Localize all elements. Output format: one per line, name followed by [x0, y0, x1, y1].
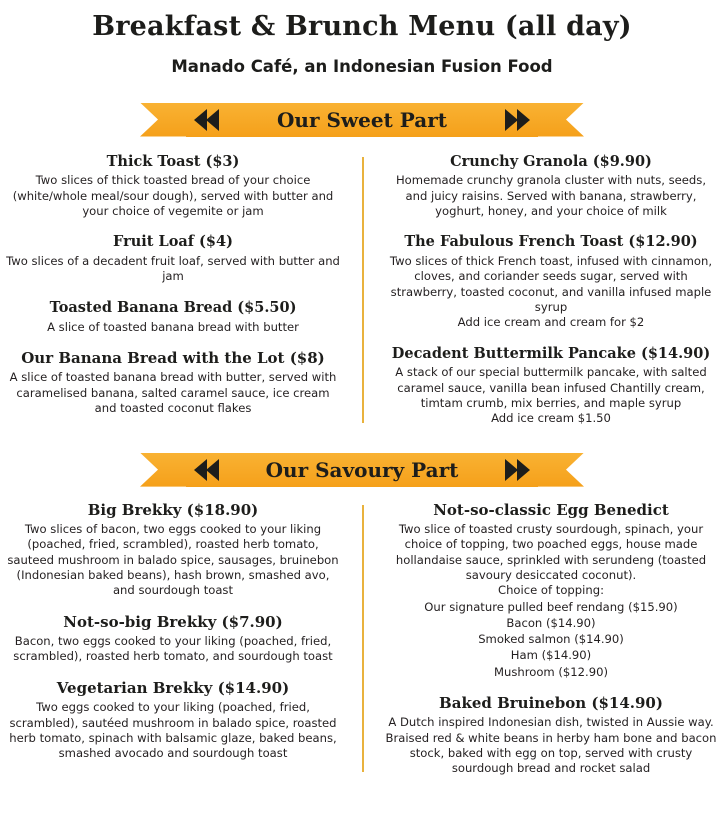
savoury-column-right — [362, 501, 724, 777]
savoury-column-left — [0, 501, 362, 777]
ribbon-tail-right-icon — [538, 453, 584, 487]
page-subtitle: Manado Café, an Indonesian Fusion Food — [171, 56, 553, 76]
sweet-columns — [0, 153, 724, 427]
menu-item-name: Toasted Banana Bread ($5.50) — [49, 298, 297, 316]
menu-item-name: Thick Toast ($3) — [106, 152, 240, 170]
menu-item-description: A Dutch inspired Indonesian dish, twisted in Aussie way. Braised red & white beans in herby ham bone and bacon stock, baked with egg on top, served with crusty sourdough bread and rocket salad — [385, 715, 717, 776]
menu-item — [6, 349, 340, 416]
menu-item-name: Baked Bruinebon ($14.90) — [439, 693, 663, 712]
option-row: Our signature pulled beef rendang ($15.90) — [424, 599, 678, 614]
menu-item-description: Homemade crunchy granola cluster with nuts, seeds, and juicy raisins. Served with banana, strawberry, yoghurt, honey, and your choice of milk — [395, 173, 707, 218]
menu-item — [384, 153, 718, 220]
menu-item-description: A slice of toasted banana bread with butter, served with caramelised banana, salted caramel sauce, ice cream and toasted coconut flakes — [9, 370, 337, 415]
ribbon-tail-right-icon — [538, 103, 584, 137]
menu-item — [384, 233, 718, 330]
menu-item-name: Vegetarian Brekky ($14.90) — [56, 678, 290, 697]
menu-item-description: A stack of our special buttermilk pancake, with salted caramel sauce, vanilla bean infused Chantilly cream, timtam crumb, mix berries, and maple syrup — [395, 365, 707, 411]
ribbon-tail-left-icon — [140, 453, 186, 487]
chevron-right-icon — [206, 109, 219, 131]
option-row: Smoked salmon ($14.90) — [478, 632, 624, 647]
menu-item-name: Our Banana Bread with the Lot ($8) — [21, 348, 325, 367]
menu-item-description: Two eggs cooked to your liking (poached, fried, scrambled), sautéed mushroom in balado spice, roasted herb tomato, spinach with balsamic glaze, baked beans, smashed avocado and sourdough toast — [9, 700, 337, 761]
menu-item — [6, 299, 340, 335]
ribbon-tail-left-icon — [140, 103, 186, 137]
menu-item-description: A slice of toasted banana bread with butter — [47, 319, 299, 334]
section-title-savoury: Our Savoury Part — [265, 457, 459, 482]
menu-item-options — [384, 599, 718, 680]
menu-item-name: Decadent Buttermilk Pancake ($14.90) — [391, 344, 711, 362]
option-row: Mushroom ($12.90) — [493, 664, 609, 679]
menu-item — [6, 679, 340, 762]
menu-item — [384, 694, 718, 777]
menu-item — [6, 153, 340, 220]
option-row: Ham ($14.90) — [510, 648, 592, 663]
menu-item-name: The Fabulous French Toast ($12.90) — [404, 233, 698, 251]
menu-header — [0, 0, 724, 77]
chevron-left-icon — [517, 459, 530, 481]
chevron-left-icon — [517, 109, 530, 131]
menu-item-options-label: Choice of topping: — [497, 583, 604, 598]
menu-item-description: Two slices of thick French toast, infused with cinnamon, cloves, and coriander seeds sugar, served with strawberry, toasted coconut, and vanilla infused maple syrup — [389, 254, 713, 315]
menu-item-description: Two slices of bacon, two eggs cooked to your liking (poached, fried, scrambled), roasted herb tomato, sauteed mushroom in balado spice, sausages, bruinebon (Indonesian baked beans), hash brown, smashed avo, and sourdough toast — [7, 522, 339, 598]
menu-item-description: Bacon, two eggs cooked to your liking (poached, fried, scrambled), roasted herb tomato, and sourdough toast — [13, 634, 333, 664]
option-row: Bacon ($14.90) — [506, 615, 596, 630]
savoury-columns — [0, 501, 724, 777]
sweet-column-left — [0, 153, 362, 427]
menu-item — [6, 501, 340, 599]
menu-item-name: Crunchy Granola ($9.90) — [450, 152, 652, 170]
menu-item-name: Not-so-big Brekky ($7.90) — [63, 612, 283, 631]
section-title-sweet: Our Sweet Part — [276, 107, 447, 132]
chevron-left-icon — [505, 109, 518, 131]
menu-item — [384, 501, 718, 680]
page-title: Breakfast & Brunch Menu (all day) — [92, 11, 632, 42]
menu-item-description: Two slice of toasted crusty sourdough, spinach, your choice of topping, two poached eggs, house made hollandaise sauce, sprinkled with serundeng (toasted savoury desiccated coconut). — [395, 522, 707, 583]
chevron-right-icon — [206, 459, 219, 481]
menu-item-name: Big Brekky ($18.90) — [87, 500, 259, 519]
banner-shape-sweet — [186, 103, 538, 137]
banner-shape-savoury — [186, 453, 538, 487]
menu-item-description: Two slices of thick toasted bread of your choice (white/whole meal/sour dough), served with butter and your choice of vegemite or jam — [12, 173, 334, 218]
sweet-column-right — [362, 153, 724, 427]
menu-item-description: Two slices of a decadent fruit loaf, served with butter and jam — [6, 254, 340, 284]
menu-item-addon: Add ice cream and cream for $2 — [457, 315, 645, 330]
menu-item-addon: Add ice cream $1.50 — [491, 411, 611, 426]
chevron-left-icon — [505, 459, 518, 481]
menu-item — [6, 613, 340, 665]
menu-item — [384, 345, 718, 427]
section-banner-sweet — [0, 97, 724, 143]
section-banner-savoury — [0, 447, 724, 493]
menu-item-name: Not-so-classic Egg Benedict — [433, 500, 669, 519]
menu-item — [6, 233, 340, 284]
menu-item-name: Fruit Loaf ($4) — [113, 233, 233, 251]
